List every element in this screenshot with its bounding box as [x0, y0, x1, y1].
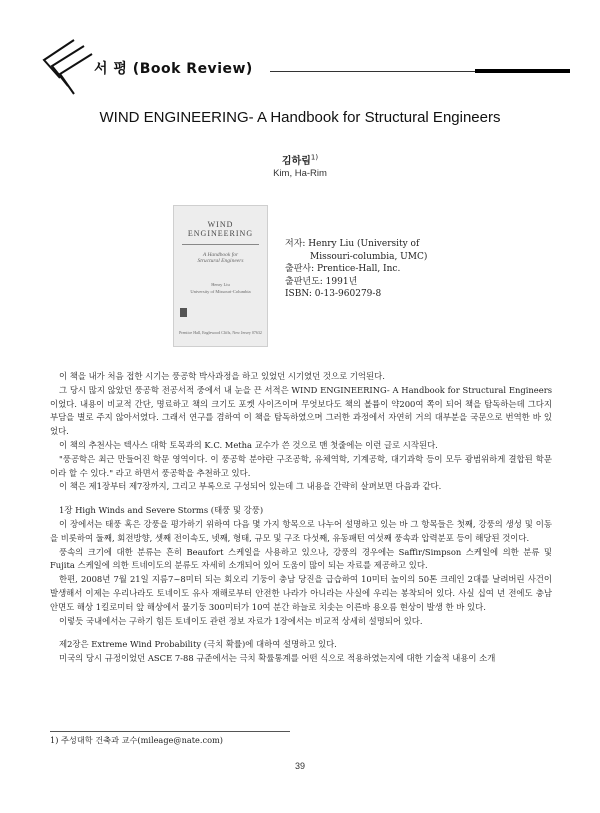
biblio-publisher: 출판사: Prentice-Hall, Inc.: [285, 264, 401, 274]
chapter-heading: 1장 High Winds and Severe Storms (태풍 및 강풍): [59, 505, 264, 516]
cover-title: [174, 220, 267, 238]
biblio-author: 저자: Henry Liu (University of: [285, 239, 420, 249]
footnote: 1) 주성대학 건축과 교수(mileage@nate.com): [50, 735, 223, 745]
body-paragraph: 이렇듯 국내에서는 구하기 힘든 토네이도 관련 정보 자료가 1장에서는 비교적 상세히 설명되어 있다.: [59, 615, 423, 626]
footnote-rule: [50, 731, 290, 732]
cover-affiliation: University of Missouri-Columbia: [190, 289, 251, 294]
body-paragraph: 한편, 2008년 7월 21일 지름7~8미터 되는 회오리 기둥이 충남 당진을 급습하여 10미터 높이의 50톤 크레인 2대를 날려버린 사건이 발생해서 이제는 우리나라도 토네이도 유사 재해로부터 안전한 나라가 아니라는 사실에 우리는 봉착되어 있다. 사실 십여 년 전에도 충남 안면도 해상 1킬로미터 앞 해상에서 물기둥 300미터가 10여 분간 하늘로 치솟는 이른바 용오름 현상이 발생 한 바 있다.: [50, 574, 552, 612]
cover-rule: [182, 244, 259, 245]
author-footnote-mark: 1): [310, 153, 319, 162]
author-name: [0, 152, 600, 167]
body-paragraph: "풍공학은 최근 만들어진 학문 영역이다. 이 풍공학 분야란 구조공학, 유체역학, 기계공학, 대기과학 등이 모두 광범위하게 결합된 학문이라 할 수 있다." 라고 하면서 풍공학을 추천하고 있다.: [50, 453, 552, 478]
article-title: WIND ENGINEERING- A Handbook for Structural Engineers: [99, 109, 501, 126]
cover-subtitle-line2: Structural Engineers: [197, 258, 244, 264]
cover-publisher-logo-icon: [180, 308, 187, 317]
biblio-author-affiliation: Missouri-columbia, UMC): [310, 251, 428, 262]
biblio-year: 출판년도: 1991년: [285, 276, 358, 287]
chapter-heading: 제2장은 Extreme Wind Probability (극치 확률)에 대하여 설명하고 있다.: [59, 639, 337, 650]
page-number: 39: [294, 761, 305, 771]
cover-author: Henry Liu: [211, 282, 230, 287]
review-body: [50, 370, 552, 666]
body-paragraph: 이 장에서는 태풍 혹은 강풍을 평가하기 위하여 다음 몇 가지 항목으로 나누어 설명하고 있는 바 그 항목들은 첫째, 강풍의 생성 및 이동을 비롯하여 둘째, 회전방향, 셋째 전이속도, 넷째, 형태, 규모 및 구조 다섯째, 유동패턴 여섯째 풍속과 압력분포 등이 해당된 것이다.: [50, 518, 552, 543]
author-name-kr: 김하림: [281, 156, 311, 167]
author-name-en: Kim, Ha-Rim: [273, 168, 327, 179]
cover-subtitle-line1: A Handbook for: [202, 252, 239, 258]
cover-subtitle: [174, 252, 267, 264]
section-label: 서 평 (Book Review): [94, 61, 253, 77]
section-logo-icon: [34, 38, 94, 98]
biblio-isbn: ISBN: 0-13-960279-8: [285, 289, 382, 299]
cover-publisher: Prentice Hall, Englewood Cliffs, New Jersey 07632: [179, 330, 262, 335]
body-paragraph: 이 책은 제1장부터 제7장까지, 그리고 부록으로 구성되어 있는데 그 내용을 간략히 살펴보면 다음과 같다.: [59, 481, 442, 492]
body-paragraph: 이 책을 내가 처음 접한 시기는 풍공학 박사과정을 하고 있었던 시기였던 것으로 기억된다.: [59, 371, 385, 381]
body-paragraph: 미국의 당시 규정이었던 ASCE 7-88 규준에서는 극치 확률통계를 어떤 식으로 적용하였는지에 대한 기술적 내용이 소개: [59, 653, 496, 664]
body-paragraph: 이 책의 추천사는 텍사스 대학 토목과의 K.C. Metha 교수가 쓴 것으로 맨 첫줄에는 이런 글로 시작된다.: [59, 439, 438, 450]
header-rule-accent: [475, 69, 570, 73]
bibliographic-info: [285, 238, 427, 301]
cover-title-line1: WIND: [207, 220, 234, 229]
body-paragraph: 풍속의 크기에 대한 분류는 흔히 Beaufort 스케일을 사용하고 있으나, 강풍의 경우에는 Saffir/Simpson 스케일에 의한 분류 및 Fujita 스케일에 의한 트네이도의 분류도 자세히 소개되어 있어 도움이 많이 되는 자료를 제공하고 있다.: [50, 546, 552, 571]
cover-title-line2: ENGINEERING: [187, 229, 254, 238]
body-paragraph: 그 당시 많지 않았던 풍공학 전공서적 중에서 내 눈을 끈 서적은 WIND ENGINEERING- A Handbook for Structural Engineers 이었다. 내용이 비교적 간단, 명료하고 책의 크기도 포켓 사이즈이며 무엇보다도 책의 볼륨이 약200여 쪽이 되어 책을 탐독하는데 그다지 부담을 별로 주지 않아서였다. 그래서 연구를 겸하여 이 책을 탐독하였으며 그러한 과정에서 자연히 거의 대부분을 국문으로 번역한 바 있었다.: [50, 384, 552, 437]
book-cover-image: [173, 205, 268, 347]
